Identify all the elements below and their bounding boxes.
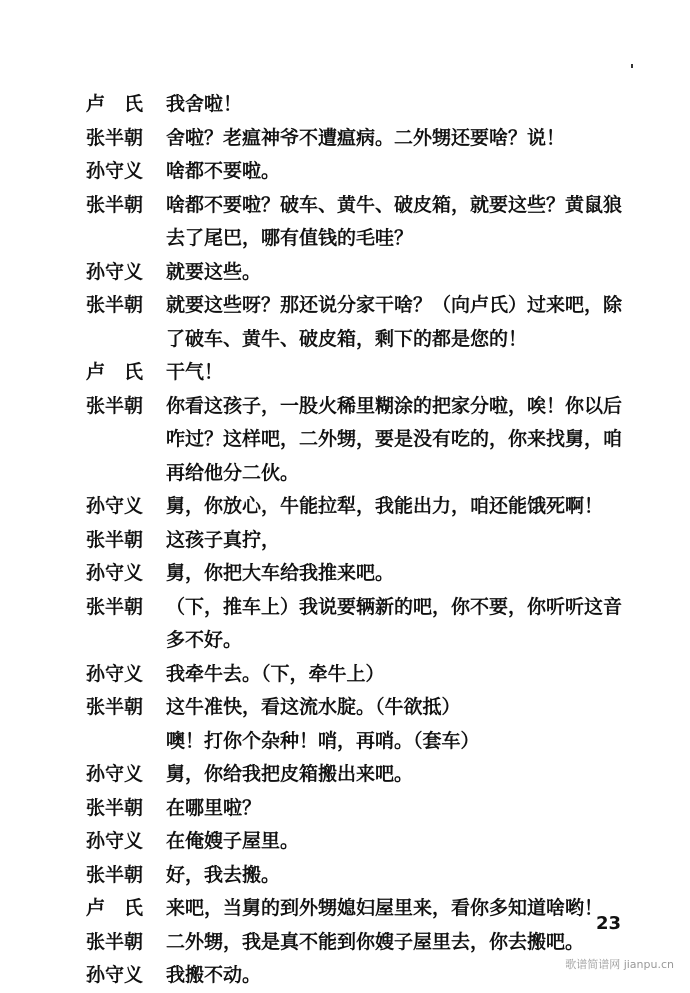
dialogue-text: 舅，你给我把皮箱搬出来吧。	[166, 763, 414, 785]
script-line	[86, 792, 666, 826]
speaker-name: 张半朝	[86, 796, 144, 819]
dialogue-text: 就要这些呀？那还说分家干啥？（向卢氏）过来吧，除	[166, 294, 623, 316]
speaker-name: 张半朝	[86, 863, 144, 886]
page-number: 23	[596, 913, 622, 934]
script-line	[86, 825, 666, 859]
script-line	[86, 624, 666, 658]
script-line	[86, 323, 666, 357]
speaker-name: 孙守义	[86, 830, 144, 852]
speaker-name: 张半朝	[86, 294, 144, 316]
speaker-name	[86, 725, 166, 759]
script-line	[86, 591, 666, 625]
script-line	[86, 88, 666, 122]
dialogue-text: 咋过？这样吧，二外甥，要是没有吃的，你来找舅，咱	[166, 428, 623, 450]
script-line	[86, 892, 666, 926]
speaker-name: 孙守义	[86, 964, 144, 986]
speaker-name: 张半朝	[86, 193, 144, 216]
dialogue-text: 这孩子真拧，	[166, 528, 281, 551]
dialogue-text: 舅，你把大车给我推来吧。	[166, 562, 395, 584]
script-body	[86, 88, 666, 993]
dialogue-text: 舍啦？老瘟神爷不遭瘟病。二外甥还要啥？说！	[166, 126, 566, 149]
dialogue-text: 舅，你放心，牛能拉犁，我能出力，咱还能饿死啊！	[166, 495, 604, 517]
speaker-name: 张半朝	[86, 696, 144, 718]
script-line	[86, 926, 666, 960]
dialogue-text: 干气！	[166, 361, 224, 383]
dialogue-text: 就要这些。	[166, 260, 262, 283]
script-line	[86, 557, 666, 591]
speaker-name: 孙守义	[86, 763, 144, 785]
dialogue-text: 噢！打你个杂种！哨，再哨。（套车）	[166, 729, 480, 752]
speaker-name: 张半朝	[86, 930, 144, 953]
dialogue-text: 我舍啦！	[166, 93, 243, 115]
dialogue-text: 这牛准快，看这流水腚。（牛欲抵）	[166, 696, 461, 718]
script-line	[86, 222, 666, 256]
script-line	[86, 356, 666, 390]
script-line	[86, 725, 666, 759]
speaker-name: 卢 氏	[86, 93, 144, 115]
dialogue-text: （下，推车上）我说要辆新的吧，你不要，你听听这音	[166, 595, 623, 618]
dialogue-text: 来吧，当舅的到外甥媳妇屋里来，看你多知道啥哟！	[166, 897, 604, 919]
speaker-name	[86, 624, 166, 658]
speaker-name: 孙守义	[86, 562, 144, 584]
speaker-name: 张半朝	[86, 528, 144, 551]
dialogue-text: 再给他分二伙。	[166, 461, 300, 484]
script-line	[86, 691, 666, 725]
watermark: 歌谱简谱网 jianpu.cn	[565, 958, 674, 971]
script-line	[86, 256, 666, 290]
speaker-name	[86, 222, 166, 256]
script-line	[86, 189, 666, 223]
dialogue-text: 二外甥，我是真不能到你嫂子屋里去，你去搬吧。	[166, 930, 585, 953]
ink-dot	[631, 64, 633, 68]
speaker-name: 卢 氏	[86, 361, 144, 383]
script-line	[86, 390, 666, 424]
dialogue-text: 啥都不要啦？破车、黄牛、破皮箱，就要这些？黄鼠狼	[166, 193, 623, 216]
script-line	[86, 155, 666, 189]
dialogue-text: 我牵牛去。（下，牵牛上）	[166, 662, 385, 685]
script-line	[86, 289, 666, 323]
dialogue-text: 多不好。	[166, 629, 243, 651]
script-line	[86, 758, 666, 792]
speaker-name	[86, 457, 166, 491]
script-line	[86, 423, 666, 457]
speaker-name: 孙守义	[86, 260, 144, 283]
script-line	[86, 859, 666, 893]
speaker-name: 张半朝	[86, 126, 144, 149]
dialogue-text: 了破车、黄牛、破皮箱，剩下的都是您的！	[166, 327, 528, 350]
script-line	[86, 658, 666, 692]
script-line	[86, 524, 666, 558]
speaker-name: 孙守义	[86, 160, 144, 182]
dialogue-text: 去了尾巴，哪有值钱的毛哇？	[166, 227, 414, 249]
dialogue-text: 在哪里啦？	[166, 796, 262, 819]
speaker-name: 孙守义	[86, 662, 144, 685]
dialogue-text: 好，我去搬。	[166, 863, 281, 886]
script-line	[86, 490, 666, 524]
speaker-name: 张半朝	[86, 394, 144, 417]
speaker-name	[86, 423, 166, 457]
dialogue-text: 你看这孩子，一股火稀里糊涂的把家分啦，唉！你以后	[166, 394, 623, 417]
speaker-name: 孙守义	[86, 495, 144, 517]
speaker-name	[86, 323, 166, 357]
script-line	[86, 457, 666, 491]
speaker-name: 卢 氏	[86, 897, 144, 919]
speaker-name: 张半朝	[86, 595, 144, 618]
dialogue-text: 在俺嫂子屋里。	[166, 830, 300, 852]
dialogue-text: 我搬不动。	[166, 964, 262, 986]
dialogue-text: 啥都不要啦。	[166, 160, 281, 182]
script-line	[86, 122, 666, 156]
